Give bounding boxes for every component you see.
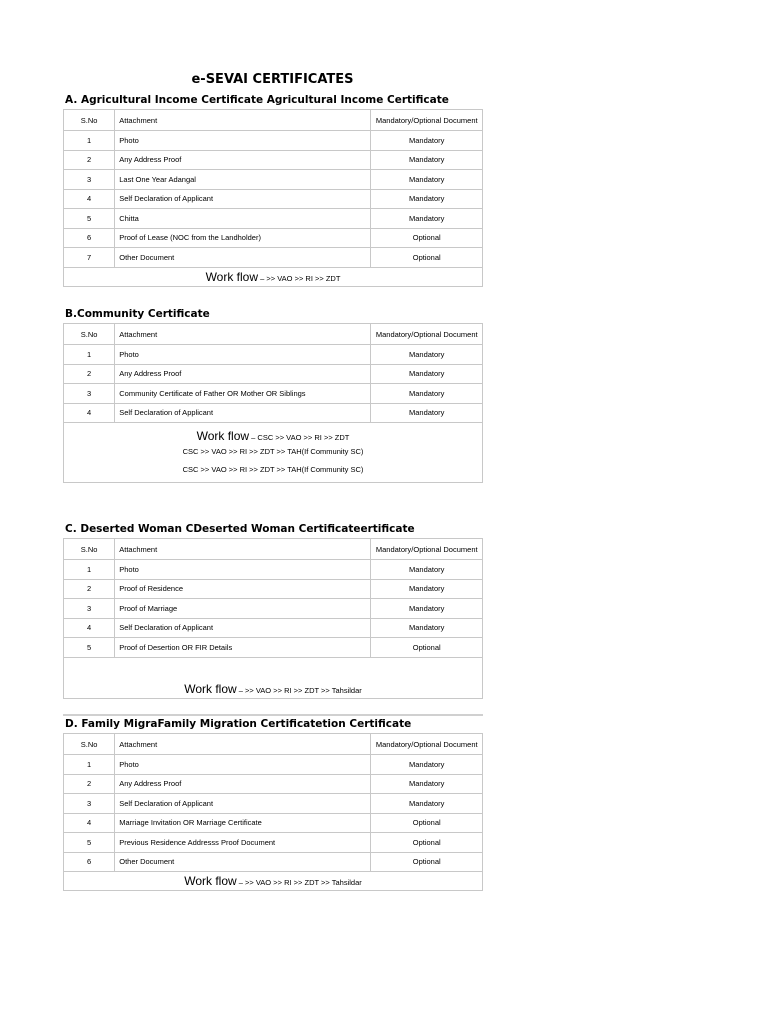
workflow-cell: [64, 267, 483, 286]
workflow-label: Work flow: [184, 681, 237, 696]
workflow-row: [64, 423, 483, 483]
header-attachment: Attachment: [115, 324, 371, 345]
section-heading: B.Community Certificate: [65, 308, 210, 320]
row-attachment: Proof of Marriage: [115, 599, 371, 619]
table-header-row: [64, 539, 483, 560]
row-sno: 5: [64, 638, 115, 658]
table-row: [64, 228, 483, 248]
row-attachment: Any Address Proof: [115, 364, 371, 384]
row-status: Mandatory: [371, 131, 483, 151]
row-status: Mandatory: [371, 403, 483, 423]
workflow-row: [64, 267, 483, 286]
row-sno: 1: [64, 345, 115, 365]
attachment-table: [63, 109, 483, 287]
row-attachment: Any Address Proof: [115, 774, 371, 794]
row-status: Mandatory: [371, 209, 483, 229]
table-row: [64, 345, 483, 365]
row-sno: 3: [64, 599, 115, 619]
row-status: Mandatory: [371, 345, 483, 365]
row-attachment: Other Document: [115, 852, 371, 872]
workflow-steps: – >> VAO >> RI >> ZDT >> Tahsildar: [238, 685, 362, 695]
row-sno: 1: [64, 131, 115, 151]
row-status: Mandatory: [371, 150, 483, 170]
header-attachment: Attachment: [115, 110, 371, 131]
workflow-label: Work flow: [196, 428, 250, 443]
row-status: Optional: [371, 228, 483, 248]
row-attachment: Other Document: [115, 248, 371, 268]
table-row: [64, 852, 483, 872]
row-status: Mandatory: [371, 384, 483, 404]
row-sno: 4: [64, 813, 115, 833]
header-sno: S.No: [64, 324, 115, 345]
table-row: [64, 403, 483, 423]
row-sno: 2: [64, 364, 115, 384]
row-attachment: Chitta: [115, 209, 371, 229]
table-row: [64, 618, 483, 638]
row-attachment: Self Declaration of Applicant: [115, 189, 371, 209]
section-heading: A. Agricultural Income Certificate Agricultural Income Certificate: [65, 94, 449, 106]
row-status: Mandatory: [371, 774, 483, 794]
section-agricultural-income: [63, 94, 483, 287]
section-divider: [63, 714, 483, 716]
row-status: Optional: [371, 852, 483, 872]
header-sno: S.No: [64, 539, 115, 560]
row-attachment: Last One Year Adangal: [115, 170, 371, 190]
row-sno: 6: [64, 228, 115, 248]
row-attachment: Proof of Residence: [115, 579, 371, 599]
header-mandatory: Mandatory/Optional Document: [371, 734, 483, 755]
table-row: [64, 364, 483, 384]
table-row: [64, 560, 483, 580]
row-status: Mandatory: [371, 755, 483, 775]
attachment-table: [63, 323, 483, 483]
table-row: [64, 579, 483, 599]
row-sno: 3: [64, 794, 115, 814]
workflow-row: [64, 657, 483, 698]
row-attachment: Any Address Proof: [115, 150, 371, 170]
row-attachment: Proof of Desertion OR FIR Details: [115, 638, 371, 658]
table-row: [64, 131, 483, 151]
row-status: Mandatory: [371, 579, 483, 599]
row-sno: 5: [64, 833, 115, 853]
row-attachment: Self Declaration of Applicant: [115, 403, 371, 423]
section-heading: C. Deserted Woman CDeserted Woman Certificateertificate: [65, 523, 415, 535]
page-title: e-SEVAI CERTIFICATES: [191, 72, 354, 87]
row-sno: 3: [64, 170, 115, 190]
row-attachment: Self Declaration of Applicant: [115, 618, 371, 638]
workflow-cell: [64, 423, 483, 483]
workflow-cell: [64, 657, 483, 698]
row-sno: 2: [64, 774, 115, 794]
row-status: Mandatory: [371, 560, 483, 580]
row-sno: 4: [64, 189, 115, 209]
section-heading: D. Family MigraFamily Migration Certificatetion Certificate: [65, 718, 412, 730]
workflow-cell: [64, 872, 483, 891]
table-header-row: [64, 734, 483, 755]
row-attachment: Photo: [115, 560, 371, 580]
row-status: Optional: [371, 833, 483, 853]
row-attachment: Community Certificate of Father OR Mother OR Siblings: [115, 384, 371, 404]
workflow-steps: – CSC >> VAO >> RI >> ZDT: [251, 432, 350, 442]
row-sno: 7: [64, 248, 115, 268]
table-row: [64, 150, 483, 170]
table-row: [64, 599, 483, 619]
header-mandatory: Mandatory/Optional Document: [371, 324, 483, 345]
row-sno: 6: [64, 852, 115, 872]
workflow-alt-line: CSC >> VAO >> RI >> ZDT >> TAH(If Community SC): [182, 464, 364, 474]
attachment-table: [63, 538, 483, 699]
header-mandatory: Mandatory/Optional Document: [371, 110, 483, 131]
table-row: [64, 248, 483, 268]
row-sno: 4: [64, 618, 115, 638]
table-row: [64, 170, 483, 190]
row-attachment: Photo: [115, 755, 371, 775]
header-attachment: Attachment: [115, 734, 371, 755]
table-row: [64, 638, 483, 658]
header-sno: S.No: [64, 734, 115, 755]
table-header-row: [64, 324, 483, 345]
header-attachment: Attachment: [115, 539, 371, 560]
row-sno: 2: [64, 150, 115, 170]
workflow-steps: – >> VAO >> RI >> ZDT: [260, 273, 341, 283]
row-sno: 1: [64, 755, 115, 775]
workflow-label: Work flow: [205, 269, 259, 284]
row-status: Mandatory: [371, 189, 483, 209]
row-sno: 3: [64, 384, 115, 404]
workflow-label: Work flow: [184, 874, 237, 888]
row-sno: 2: [64, 579, 115, 599]
header-sno: S.No: [64, 110, 115, 131]
row-attachment: Photo: [115, 345, 371, 365]
row-status: Optional: [371, 813, 483, 833]
table-header-row: [64, 110, 483, 131]
row-attachment: Self Declaration of Applicant: [115, 794, 371, 814]
row-status: Mandatory: [371, 599, 483, 619]
attachment-table: [63, 733, 483, 891]
row-status: Mandatory: [371, 364, 483, 384]
row-attachment: Previous Residence Addresss Proof Document: [115, 833, 371, 853]
row-attachment: Proof of Lease (NOC from the Landholder): [115, 228, 371, 248]
workflow-alt-line: CSC >> VAO >> RI >> ZDT >> TAH(If Community SC): [182, 446, 364, 456]
section-deserted-woman: [63, 523, 483, 699]
workflow-steps: – >> VAO >> RI >> ZDT >> Tahsildar: [238, 878, 362, 887]
row-status: Mandatory: [371, 618, 483, 638]
row-status: Optional: [371, 248, 483, 268]
table-row: [64, 755, 483, 775]
row-status: Mandatory: [371, 794, 483, 814]
row-sno: 5: [64, 209, 115, 229]
row-attachment: Photo: [115, 131, 371, 151]
row-attachment: Marriage Invitation OR Marriage Certificate: [115, 813, 371, 833]
header-mandatory: Mandatory/Optional Document: [371, 539, 483, 560]
workflow-row: [64, 872, 483, 891]
row-sno: 1: [64, 560, 115, 580]
table-row: [64, 833, 483, 853]
section-family-migration: [63, 714, 483, 891]
table-row: [64, 794, 483, 814]
row-status: Optional: [371, 638, 483, 658]
table-row: [64, 774, 483, 794]
table-row: [64, 813, 483, 833]
table-row: [64, 384, 483, 404]
section-community: [63, 308, 483, 483]
row-status: Mandatory: [371, 170, 483, 190]
table-row: [64, 189, 483, 209]
table-row: [64, 209, 483, 229]
row-sno: 4: [64, 403, 115, 423]
